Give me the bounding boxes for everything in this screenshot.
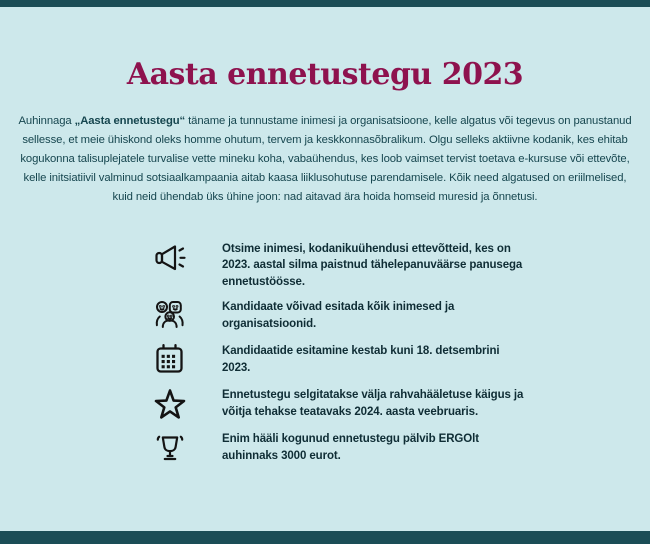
list-item [152,240,650,290]
intro-text-prefix: Auhinnaga [18,115,75,127]
list-item-text: Kandidaate võivad esitada kõik inimesed ja organisatsioonid. [222,301,455,330]
list-item [152,298,650,334]
intro-text-bold: „Aasta ennetustegu“ [74,115,186,127]
list-item-text: Enim hääli kogunud ennetustegu pälvib ERGOlt auhinnaks 3000 eurot. [222,433,479,462]
top-section-edge [0,0,650,7]
star-icon [152,386,188,422]
page-title: Aasta ennetustegu 2023 [126,57,524,92]
calendar-icon [152,342,188,378]
list-item [152,386,650,422]
intro-text-rest: täname ja tunnustame inimesi ja organisatsioone, kelle algatus või tegevus on panustanud sellesse, et meie ühiskond oleks homme ohutum, tervem ja keskkonnasõbralikum. Olgu selleks aktiivne kodanik, kes ehitab kogukonna talisuplejatele turvalise vette mineku koha, vabaühendus, kes loob vaimset tervist toetava e-kursuse või ettevõte, kelle initsiatiivil valminud sotsiaalkampaania aitab kaasa liiklusohutuse parendamisele. Kõik need algatused on eriilmelised, kuid neid ühendab üks ühine joon: nad aitavad ära hoida homseid muresid ja õnnetusi. [20,115,632,203]
list-item-text: Otsime inimesi, kodanikuühendusi ettevõtteid, kes on 2023. aastal silma paistnud tähelepanuväärse panusega ennetustöösse. [222,243,523,288]
list-item-text: Kandidaatide esitamine kestab kuni 18. detsembrini 2023. [222,345,500,374]
list-item-text: Ennetustegu selgitatakse välja rahvahääletuse käigus ja võitja tehakse teatavaks 2024. aasta veebruaris. [222,389,524,418]
megaphone-icon [152,240,188,276]
bottom-section-edge [0,531,650,544]
feature-list [152,240,650,466]
trophy-icon [152,430,188,466]
list-item [152,342,650,378]
people-icon [152,298,188,334]
intro-paragraph [18,112,632,207]
list-item [152,430,650,466]
